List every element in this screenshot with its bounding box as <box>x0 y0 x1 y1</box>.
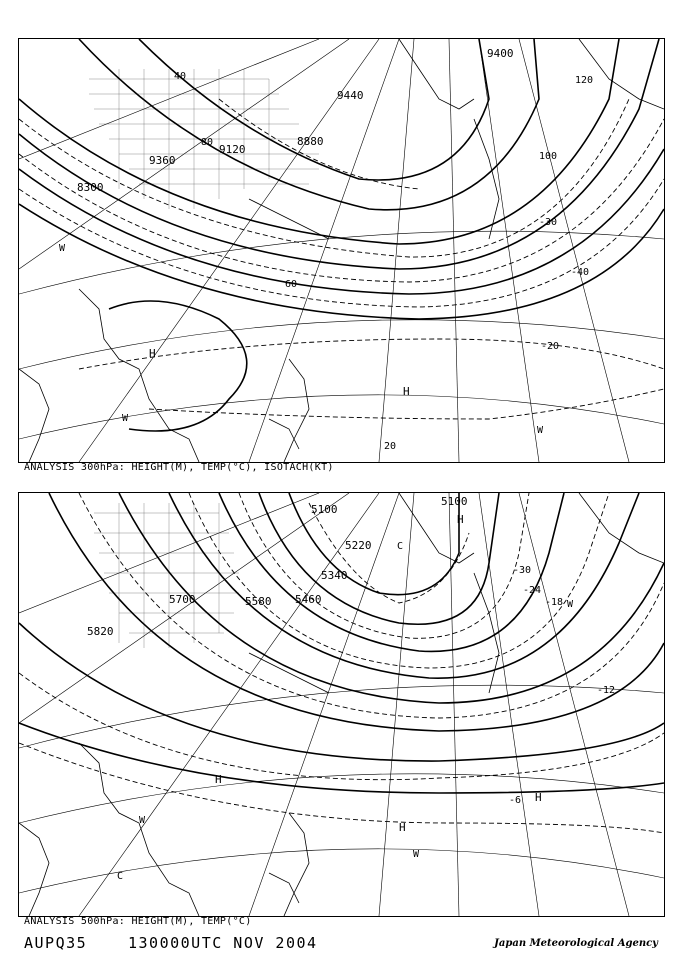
height-label: 9120 <box>219 143 246 156</box>
cold-center: C <box>117 871 124 882</box>
warm-center: W <box>537 425 544 436</box>
bulletin-code: AUPQ35 <box>24 934 88 952</box>
isotach-label: 100 <box>539 151 558 162</box>
map-300hpa <box>18 38 665 463</box>
height-contours <box>19 493 664 793</box>
valid-time: 130000UTC NOV 2004 <box>128 934 318 952</box>
isotherms <box>19 99 664 419</box>
high-center: H <box>457 513 464 526</box>
temp-label: -12 <box>597 685 616 696</box>
map-500hpa <box>18 492 665 917</box>
height-label: 5340 <box>321 569 348 582</box>
cold-center: C <box>397 541 404 552</box>
agency-name: Japan Meteorological Agency <box>494 938 658 949</box>
height-label: 5460 <box>295 593 322 606</box>
caption-500hpa: ANALYSIS 500hPa: HEIGHT(M), TEMP(°C) <box>24 916 252 927</box>
graticule <box>19 493 664 916</box>
temp-label: -30 <box>513 565 532 576</box>
temp-label: -24 <box>523 585 542 596</box>
high-center: H <box>403 385 410 398</box>
height-labels <box>77 47 514 194</box>
temp-label: -6 <box>509 795 522 806</box>
warm-center: W <box>59 243 66 254</box>
isotach-label: 120 <box>575 75 594 86</box>
hatch-area <box>94 503 239 648</box>
temp-label: -20 <box>541 341 560 352</box>
height-label: 8300 <box>77 181 104 194</box>
height-label: 5220 <box>345 539 372 552</box>
map-500hpa-canvas <box>19 493 664 916</box>
height-label: 5580 <box>245 595 272 608</box>
isotherms <box>19 493 664 833</box>
height-label: 9400 <box>487 47 514 60</box>
height-label: 5100 <box>441 495 468 508</box>
coastline <box>19 493 664 916</box>
warm-center: W <box>413 849 420 860</box>
warm-center: W <box>139 815 146 826</box>
graticule <box>19 39 664 462</box>
high-center: H <box>399 821 406 834</box>
coastline <box>19 39 664 462</box>
temp-label: -30 <box>539 217 558 228</box>
isotach-label: 80 <box>201 137 214 148</box>
height-label: 5100 <box>311 503 338 516</box>
height-label: 9360 <box>149 154 176 167</box>
high-center: H <box>215 773 222 786</box>
high-center: H <box>149 347 156 360</box>
warm-center: W <box>567 599 574 610</box>
isotach-label: 40 <box>174 71 187 82</box>
caption-300hpa: ANALYSIS 300hPa: HEIGHT(M), TEMP(°C), ISOTACH(KT) <box>24 462 334 473</box>
temp-label: -40 <box>571 267 590 278</box>
temp-label: -18 <box>545 597 564 608</box>
map-300hpa-canvas <box>19 39 664 462</box>
isotach-label: 20 <box>384 441 397 452</box>
height-label: 5820 <box>87 625 114 638</box>
high-center: H <box>535 791 542 804</box>
height-label: 8880 <box>297 135 324 148</box>
isotach-label: 60 <box>285 279 298 290</box>
height-label: 5700 <box>169 593 196 606</box>
height-label: 9440 <box>337 89 364 102</box>
warm-center: W <box>122 413 129 424</box>
